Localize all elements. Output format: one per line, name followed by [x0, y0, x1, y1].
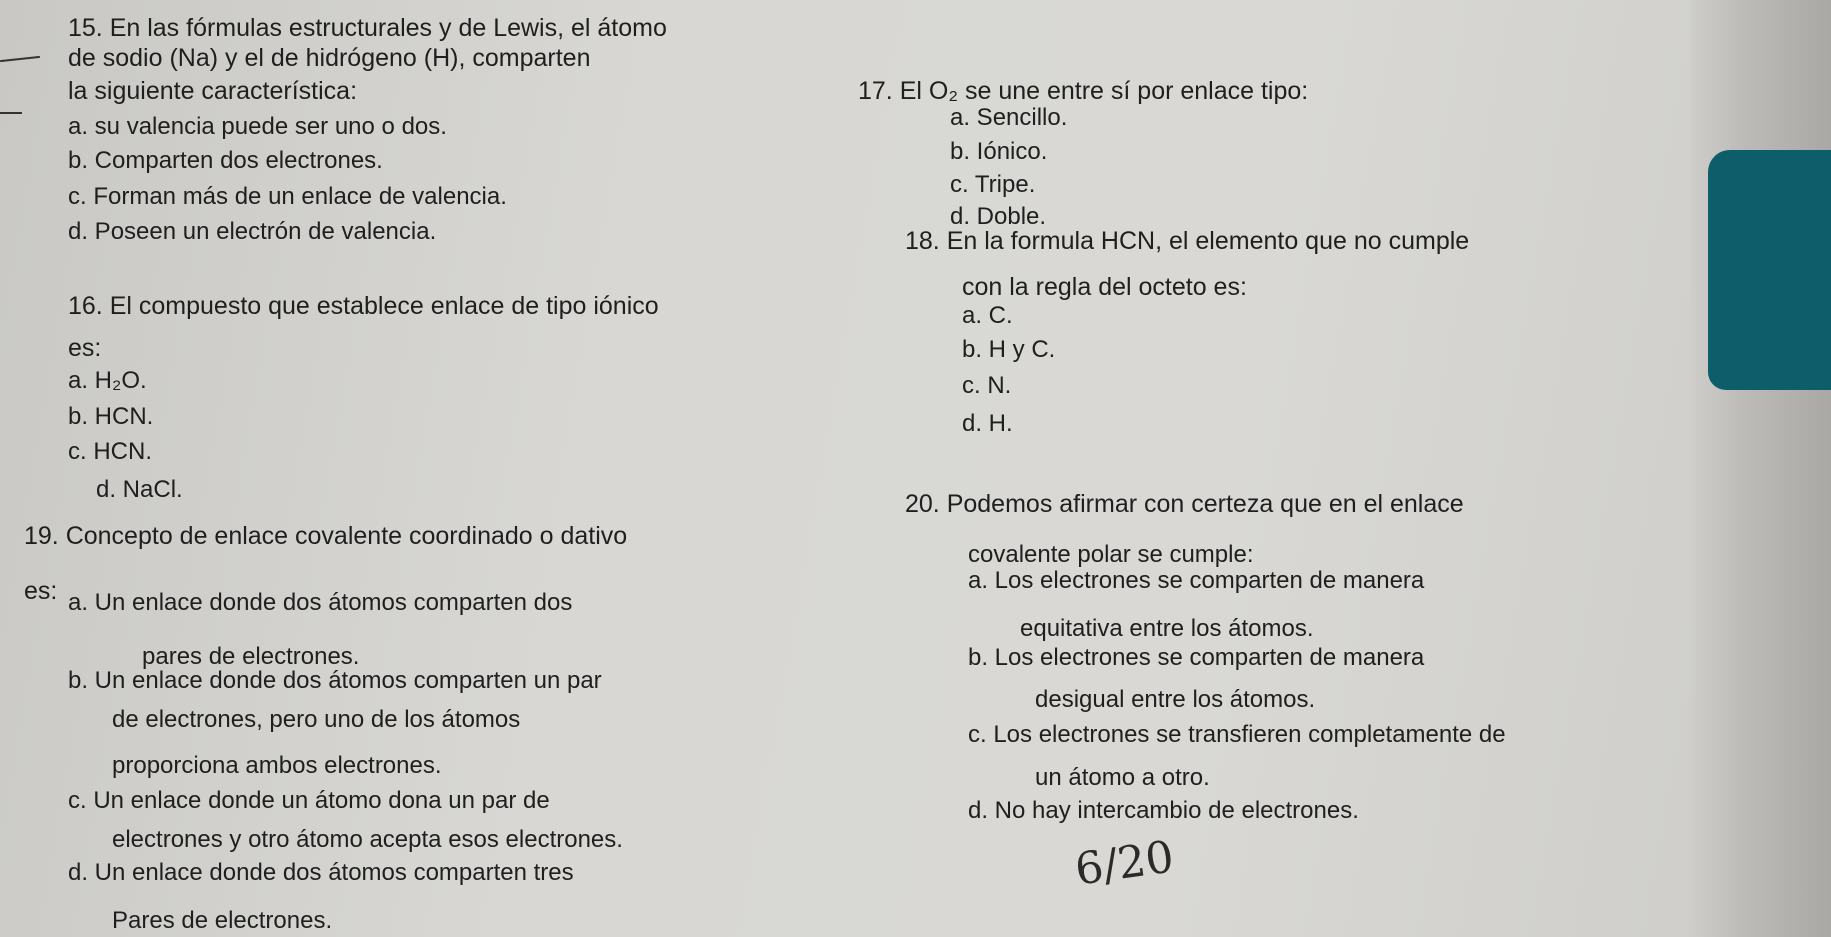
question-20-option-b-line-2: desigual entre los átomos. [1035, 686, 1316, 713]
question-20-title-line-2: covalente polar se cumple: [968, 541, 1254, 568]
question-17-option-b[interactable]: b. Iónico. [950, 138, 1048, 165]
question-16-title-line-1: 16. El compuesto que establece enlace de tipo iónico [68, 292, 659, 320]
question-20-option-b-line-1[interactable]: b. Los electrones se comparten de manera [968, 644, 1425, 671]
question-20-option-a-line-1[interactable]: a. Los electrones se comparten de manera [968, 567, 1425, 594]
question-20-option-d[interactable]: d. No hay intercambio de electrones. [968, 797, 1359, 824]
question-15-title-line-2: de sodio (Na) y el de hidrógeno (H), comparten [68, 44, 591, 72]
question-15-option-b[interactable]: b. Comparten dos electrones. [68, 147, 383, 174]
question-19-option-a-line-1[interactable]: a. Un enlace donde dos átomos comparten dos [68, 589, 573, 616]
question-20-option-c-line-2: un átomo a otro. [1035, 764, 1210, 791]
question-20-option-a-line-2: equitativa entre los átomos. [1020, 615, 1314, 642]
question-18-title-line-1: 18. En la formula HCN, el elemento que no cumple [905, 227, 1470, 255]
question-16-option-b[interactable]: b. HCN. [68, 403, 154, 430]
question-19-option-b-line-2: de electrones, pero uno de los átomos [112, 706, 521, 733]
question-16-option-a[interactable]: a. H₂O. [68, 367, 147, 394]
question-15-option-a[interactable]: a. su valencia puede ser uno o dos. [68, 113, 447, 140]
question-17-option-c[interactable]: c. Tripe. [950, 171, 1036, 198]
background-object [1708, 150, 1831, 390]
question-18-option-c[interactable]: c. N. [962, 372, 1012, 399]
question-16-option-c[interactable]: c. HCN. [68, 438, 152, 465]
question-19-option-c-line-2: electrones y otro átomo acepta esos electrones. [112, 826, 623, 853]
question-19-option-a-line-2: pares de electrones. [142, 643, 360, 670]
ink-mark [0, 112, 22, 114]
question-15-option-c[interactable]: c. Forman más de un enlace de valencia. [68, 183, 507, 210]
question-18-option-a[interactable]: a. C. [962, 302, 1013, 329]
question-19-option-d-line-2: Pares de electrones. [112, 907, 333, 934]
question-17-option-a[interactable]: a. Sencillo. [950, 104, 1068, 131]
paper-fold-shadow [1690, 0, 1831, 937]
question-19-option-d-line-1[interactable]: d. Un enlace donde dos átomos comparten tres [68, 859, 574, 886]
question-19-option-b-line-3: proporciona ambos electrones. [112, 752, 442, 779]
question-18-option-b[interactable]: b. H y C. [962, 336, 1056, 363]
question-15-title-line-1: 15. En las fórmulas estructurales y de Lewis, el átomo [68, 14, 667, 42]
question-16-option-d[interactable]: d. NaCl. [96, 476, 183, 503]
question-20-option-c-line-1[interactable]: c. Los electrones se transfieren completamente de [968, 721, 1506, 748]
question-15-title-line-3: la siguiente característica: [68, 77, 358, 105]
question-20-title-line-1: 20. Podemos afirmar con certeza que en el enlace [905, 490, 1464, 518]
question-17-title: 17. El O₂ se une entre sí por enlace tipo: [858, 77, 1309, 105]
question-17-option-d[interactable]: d. Doble. [950, 203, 1047, 230]
question-19-title-line-2: es: [24, 577, 58, 605]
handwritten-score: 6/20 [1071, 831, 1177, 896]
question-19-option-c-line-1[interactable]: c. Un enlace donde un átomo dona un par de [68, 787, 550, 814]
question-19-title-line-1: 19. Concepto de enlace covalente coordinado o dativo [24, 522, 628, 550]
question-16-title-line-2: es: [68, 334, 102, 362]
question-19-option-b-line-1[interactable]: b. Un enlace donde dos átomos comparten un par [68, 667, 602, 694]
question-15-option-d[interactable]: d. Poseen un electrón de valencia. [68, 218, 437, 245]
question-18-title-line-2: con la regla del octeto es: [962, 273, 1247, 301]
question-18-option-d[interactable]: d. H. [962, 410, 1013, 437]
